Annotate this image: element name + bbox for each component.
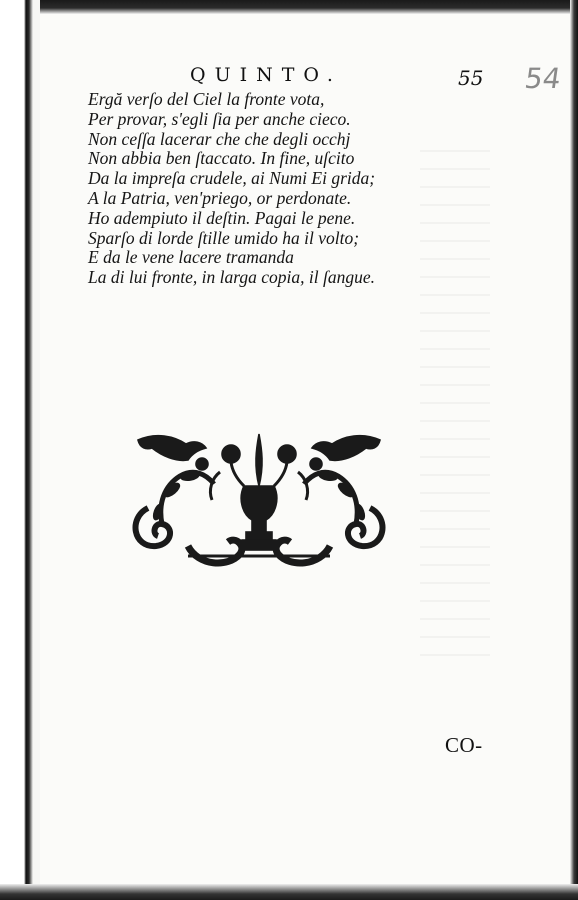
verse-line: Non abbia ben ſtaccato. In fine, uſcito xyxy=(88,148,355,169)
verse-line: A la Patria, ven'priego, or perdonate. xyxy=(88,187,352,208)
verse-line: Ergă verſo del Ciel la fronte vota, xyxy=(88,89,325,109)
verse-line: Da la impreſa crudele, ai Numi Ei grida; xyxy=(88,168,376,189)
catchword: CO- xyxy=(445,733,483,757)
page-top-edge xyxy=(0,0,578,14)
verse-line: Ho adempiuto il deſtin. Pagai le pene. xyxy=(88,207,356,228)
verse-line: Per provar, s'egli ſia per anche cieco. xyxy=(88,108,351,129)
pencil-folio-number: 54 xyxy=(522,62,563,95)
verse-line: E da le vene lacere tramanda xyxy=(88,247,294,268)
verse-line: Sparſo di lorde ſtille umido ha il volto; xyxy=(88,227,360,248)
woodcut-ornament xyxy=(128,428,390,576)
page-bottom-edge xyxy=(0,884,578,900)
page-gutter xyxy=(0,0,40,900)
page-number: 55 xyxy=(458,66,484,90)
running-head: QUINTO. xyxy=(190,64,342,86)
verse-line: La di lui fronte, in larga copia, il ſangue. xyxy=(88,267,375,288)
verse-block xyxy=(88,90,375,288)
bleed-through-shadow xyxy=(420,150,490,670)
page-right-edge xyxy=(570,0,578,900)
verse-line: Non ceſſa lacerar che che degli occhj xyxy=(88,128,351,149)
